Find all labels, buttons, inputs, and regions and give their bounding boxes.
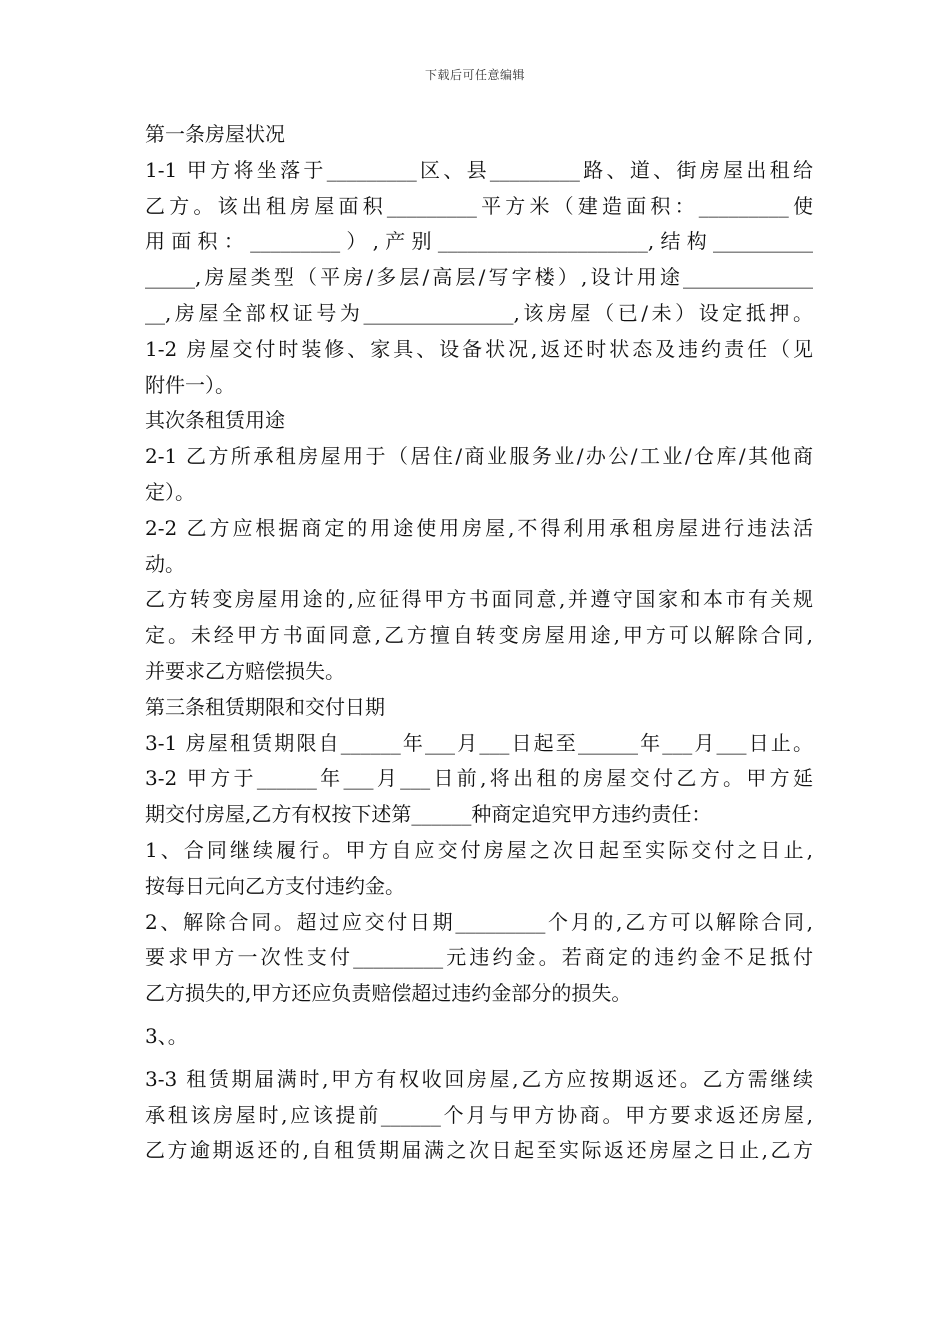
text-line: 乙方。该出租房屋面积_________平方米（建造面积：_________使: [145, 193, 813, 218]
document-body: [145, 117, 813, 1169]
text-line: 1、合同继续履行。甲方自应交付房屋之次日起至实际交付之日止,: [145, 837, 813, 862]
text-line: _____,房屋类型（平房/多层/高层/写字楼）,设计用途_____________: [145, 265, 813, 290]
text-line: 3-3 租赁期届满时,甲方有权收回房屋,乙方应按期返还。乙方需继续: [145, 1066, 813, 1091]
text-line: 用面积：_________）,产别_____________________,结构__________: [145, 229, 813, 254]
text-line: 1-2 房屋交付时装修、家具、设备状况,返还时状态及违约责任（见: [145, 336, 813, 361]
text-line: 并要求乙方赔偿损失。: [145, 658, 345, 683]
text-line: 其次条租赁用途: [145, 408, 285, 433]
text-line: 乙方损失的,甲方还应负责赔偿超过违约金部分的损失。: [145, 981, 632, 1006]
text-line: 定）。: [145, 479, 195, 504]
text-line: 3、。: [145, 1023, 188, 1048]
text-line: 3-1 房屋租赁期限自______年___月___日起至______年___月___日止。: [145, 730, 813, 755]
text-line: 动。: [145, 551, 185, 576]
text-line: 按每日元向乙方支付违约金。: [145, 873, 405, 898]
text-line: 附件一）。: [145, 372, 235, 397]
text-line: 1-1 甲方将坐落于_________区、县_________路、道、街房屋出租给: [145, 157, 813, 182]
text-line: 承租该房屋时,应该提前______个月与甲方协商。甲方要求返还房屋,: [145, 1102, 813, 1127]
text-line: 第三条租赁期限和交付日期: [145, 694, 385, 719]
text-line: 期交付房屋,乙方有权按下述第______种商定追究甲方违约责任：: [145, 802, 712, 827]
page-header: 下载后可任意编辑: [424, 68, 525, 82]
text-line: 3-2 甲方于______年___月___日前,将出租的房屋交付乙方。甲方延: [145, 766, 813, 791]
text-line: 乙方转变房屋用途的,应征得甲方书面同意,并遵守国家和本市有关规: [145, 587, 813, 612]
text-line: 第一条房屋状况: [145, 122, 285, 146]
text-line: 2、解除合同。超过应交付日期_________个月的,乙方可以解除合同,: [145, 909, 813, 934]
text-line: 2-2 乙方应根据商定的用途使用房屋,不得利用承租房屋进行违法活: [145, 515, 813, 540]
text-line: 乙方逾期返还的,自租赁期届满之次日起至实际返还房屋之日止,乙方: [145, 1138, 813, 1163]
text-line: 要求甲方一次性支付_________元违约金。若商定的违约金不足抵付: [145, 945, 813, 970]
text-line: __,房屋全部权证号为_______________,该房屋（已/未）设定抵押。: [145, 300, 813, 325]
text-line: 定。未经甲方书面同意,乙方擅自转变房屋用途,甲方可以解除合同,: [145, 623, 813, 648]
text-line: 2-1 乙方所承租房屋用于（居住/商业服务业/办公/工业/仓库/其他商: [145, 444, 813, 469]
